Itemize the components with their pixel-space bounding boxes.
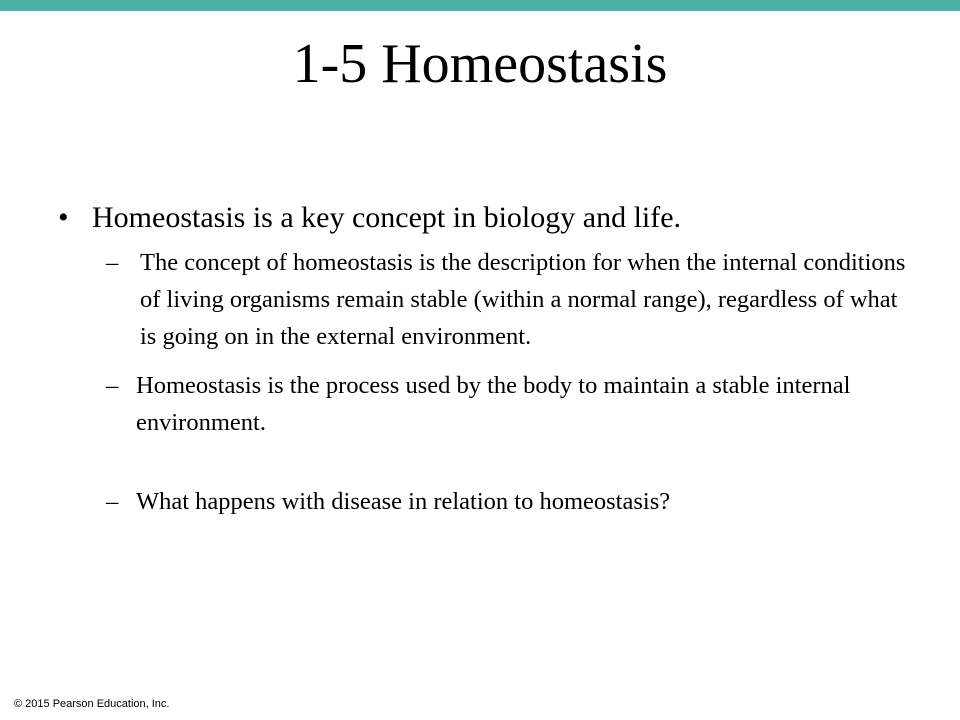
bullet-item [58, 196, 918, 240]
top-accent-bar [0, 0, 960, 11]
slide-body [58, 196, 918, 532]
sub-bullet-list [106, 244, 918, 520]
slide-title: 1-5 Homeostasis [292, 33, 668, 95]
sub-bullet-item [106, 367, 918, 441]
dash-marker: – [106, 488, 119, 515]
sub-bullet-item [106, 244, 918, 355]
bullet-text: Homeostasis is a key concept in biology and life. [92, 201, 682, 234]
sub-bullet-item [106, 483, 918, 520]
sub-bullet-text: Homeostasis is the process used by the body to maintain a stable internal environment. [136, 372, 851, 436]
sub-bullet-text: The concept of homeostasis is the description for when the internal conditions of living organisms remain stable (within a normal range), regardless of what is going on in the external environment. [140, 249, 906, 350]
bullet-marker: • [58, 201, 69, 234]
copyright-notice: © 2015 Pearson Education, Inc. [14, 698, 170, 710]
dash-marker: – [106, 372, 119, 399]
sub-bullet-text: What happens with disease in relation to homeostasis? [136, 488, 671, 515]
dash-marker: – [106, 249, 119, 276]
